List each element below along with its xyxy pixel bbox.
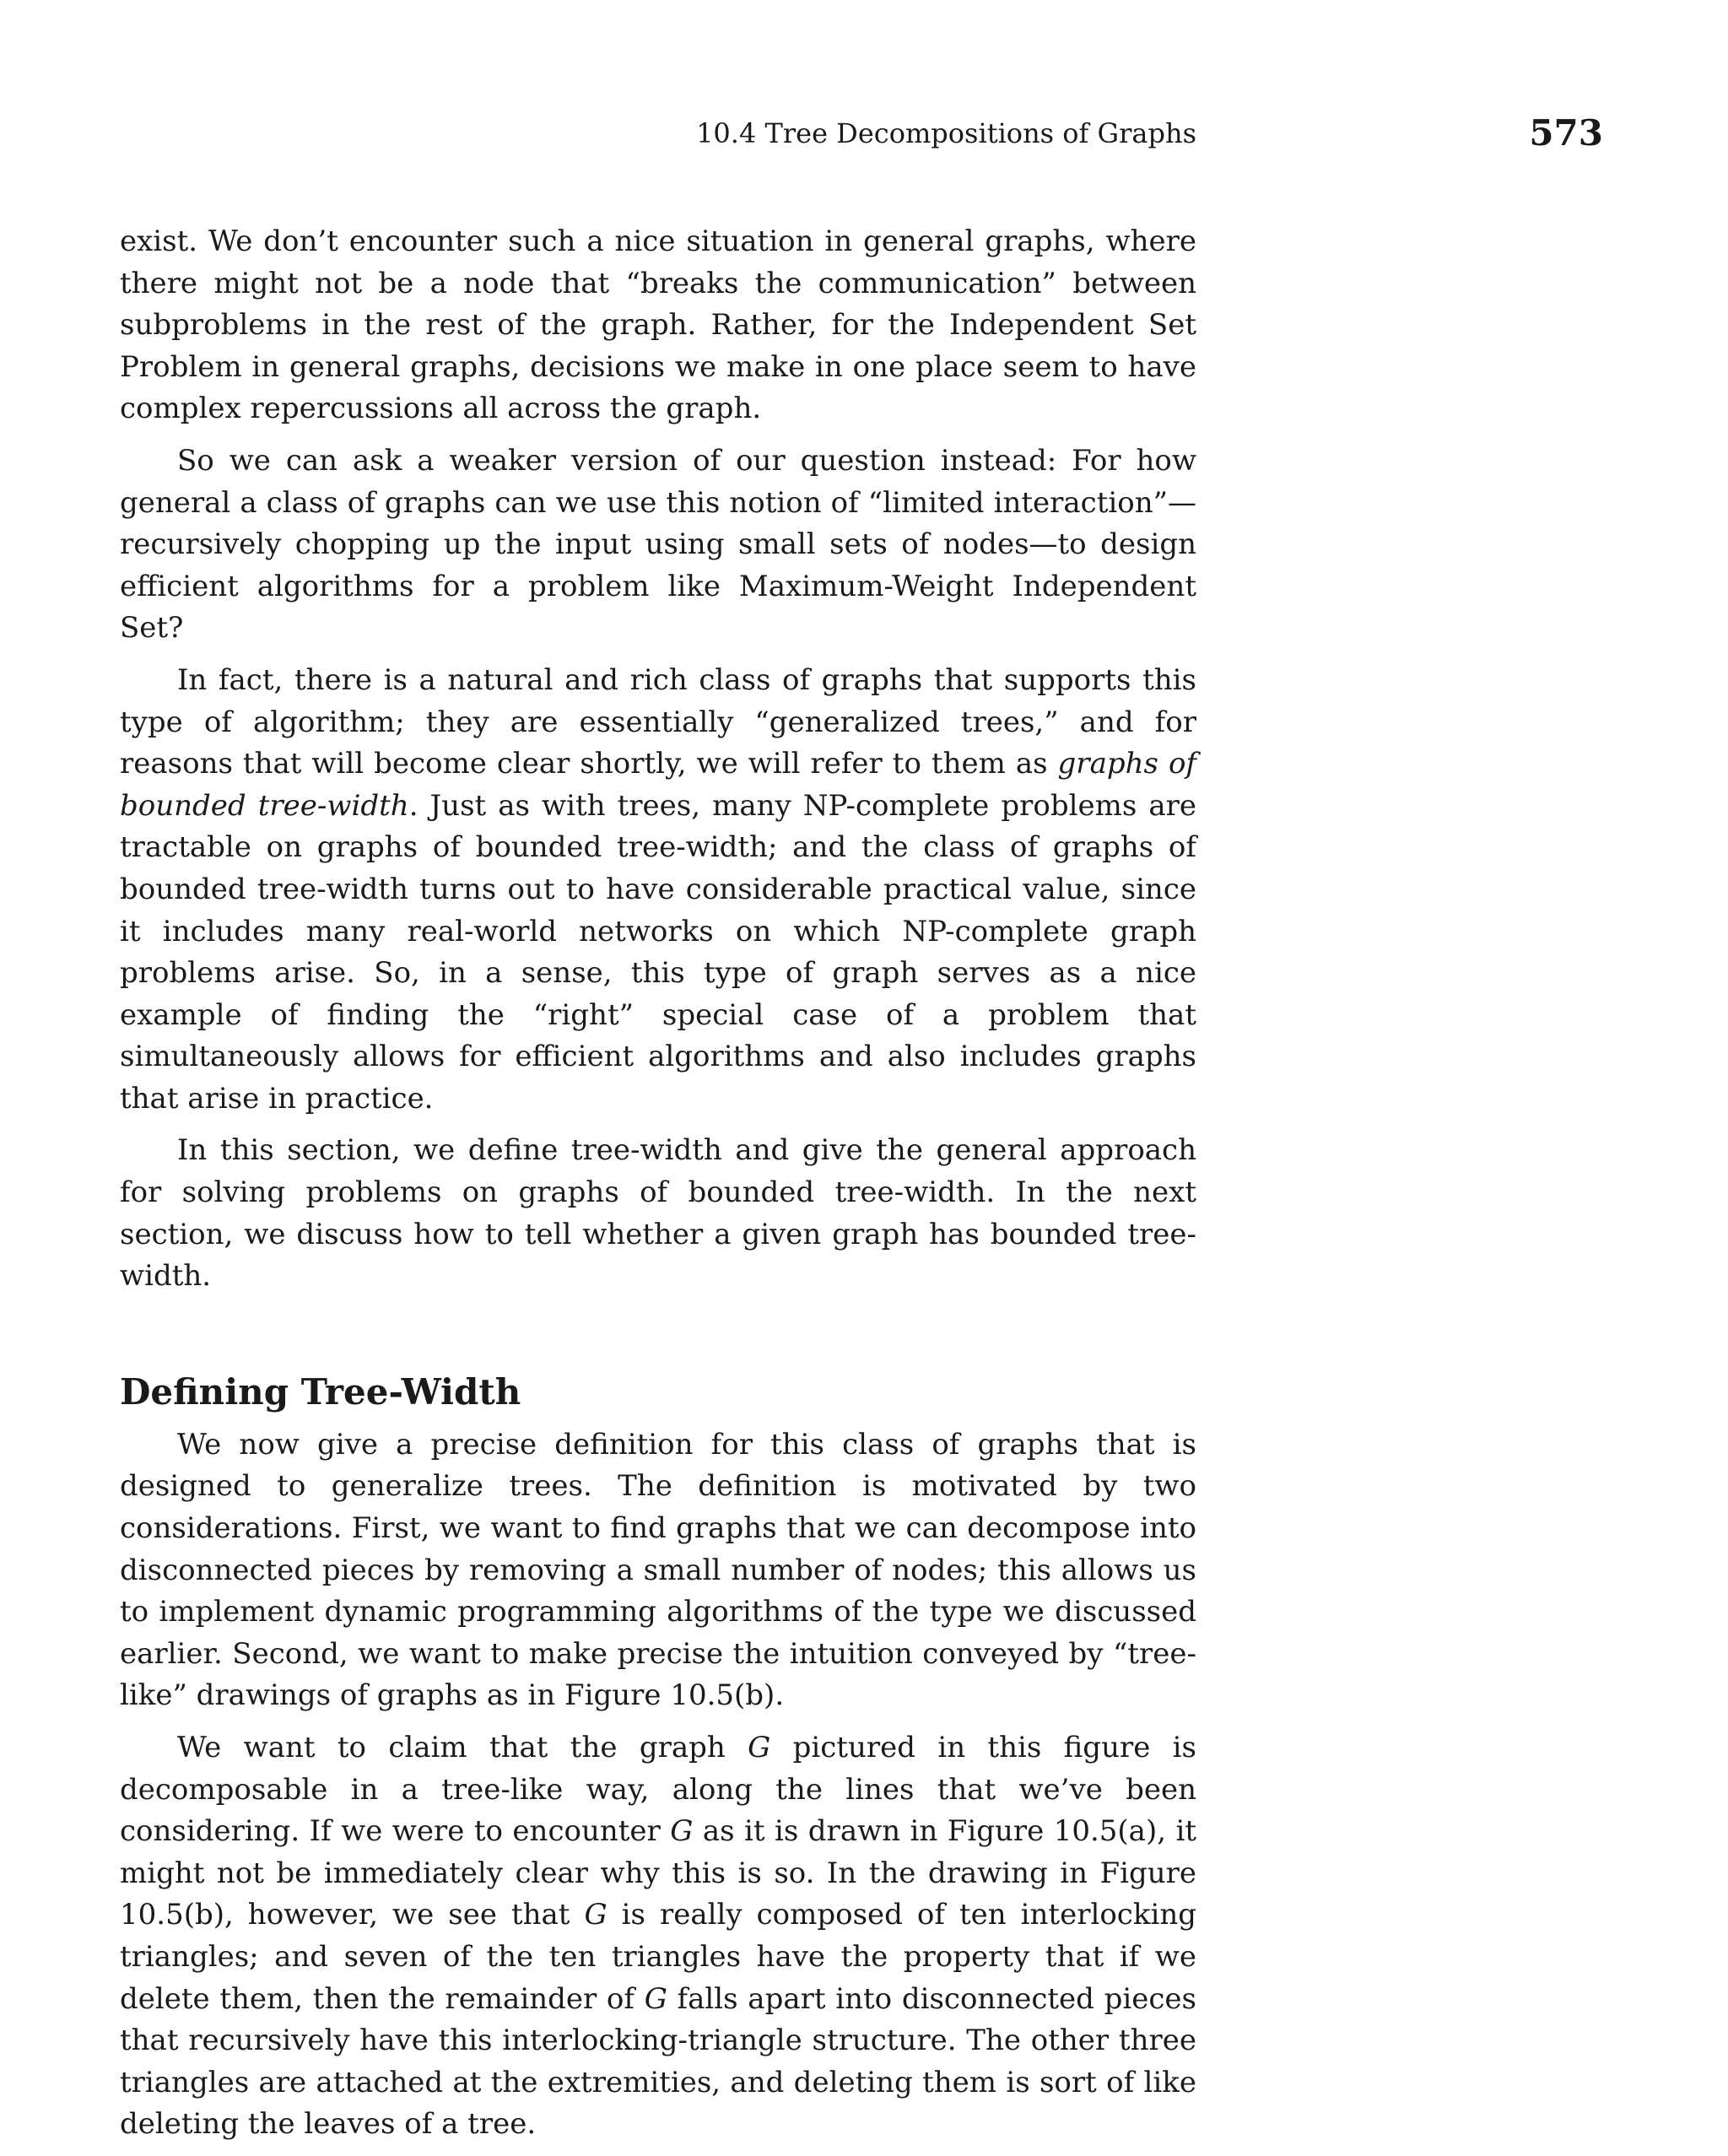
paragraph-6 [120, 1727, 1196, 2146]
paragraph-6-text-5: falls apart into disconnected pieces that recursively have this interlocking-triangle structure. The other three triangles are attached at the extremities, and deleting them is sort of like deleting the leaves of a tree. [120, 1981, 1196, 2142]
paragraph-2: So we can ask a weaker version of our question instead: For how general a class of graphs can we use this notion of “limited interaction”—recursively chopping up the input using small sets of nodes—to design efficient algorithms for a problem like Maximum-Weight Independent Set? [120, 443, 1196, 646]
graph-variable: G [670, 1814, 694, 1849]
graph-variable: G [748, 1731, 771, 1764]
body-text [120, 221, 1196, 2156]
paragraph-3-text-2: . Just as with trees, many NP-complete problems are tractable on graphs of bounded tree-width; and the class of graphs of bounded tree-width turns out to have considerable practical value, since it includes many real-world networks on which NP-complete graph problems arise. So, in a sense, this type of graph serves as a nice example of finding the “right” special case of a problem that simultaneously allows for efficient algorithms and also includes graphs that arise in practice. [120, 788, 1196, 1116]
paragraph-6-text-3: as it is drawn in Figure 10.5(a), it might not be immediately clear why this is so. In the drawing in Figure 10.5(b), however, we see that [120, 1814, 1197, 1932]
paragraph-5: We now give a precise definition for this class of graphs that is designed to generalize trees. The definition is motivated by two considerations. First, we want to find graphs that we can decompose into disconnected pieces by removing a small number of nodes; this allows us to implement dynamic programming algorithms of the type we discussed earlier. Second, we want to make precise the intuition conveyed by “tree-like” drawings of graphs as in Figure 10.5(b). [120, 1427, 1196, 1713]
paragraph-1: exist. We don’t encounter such a nice situation in general graphs, where there might not be a node that “breaks the communication” between subproblems in the rest of the graph. Rather, for the Independent Set Problem in general graphs, decisions we make in one place seem to have complex repercussions all across the graph. [120, 224, 1196, 426]
section-heading: Defining Tree-Width [120, 1370, 521, 1413]
paragraph-4: In this section, we define tree-width and give the general approach for solving problems on graphs of bounded tree-width. In the next section, we discuss how to tell whether a given graph has bounded tree-width. [120, 1133, 1196, 1294]
graph-variable: G [584, 1898, 608, 1932]
paragraph-6-text-4: is really composed of ten interlocking triangles; and seven of the ten triangles have the property that if we delete them, then the remainder of [120, 1898, 1196, 2016]
graph-variable: G [644, 1981, 667, 2016]
paragraph-6-text-2: pictured in this figure is decomposable in a tree-like way, along the lines that we’ve been considering. If we were to encounter [120, 1731, 1197, 1849]
running-head: 10.4 Tree Decompositions of Graphs [696, 117, 1196, 149]
paragraph-6-text-1: We want to claim that the graph [177, 1731, 748, 1764]
paragraph-3-text-1: In fact, there is a natural and rich class of graphs that supports this type of algorithm; they are essentially “generalized trees,” and for reasons that will become clear shortly, we will refer to them as [120, 662, 1196, 781]
paragraph-3-emphasis: graphs of bounded tree-width [120, 747, 1196, 823]
paragraph-3 [120, 660, 1196, 1121]
page-number: 573 [1529, 112, 1603, 154]
